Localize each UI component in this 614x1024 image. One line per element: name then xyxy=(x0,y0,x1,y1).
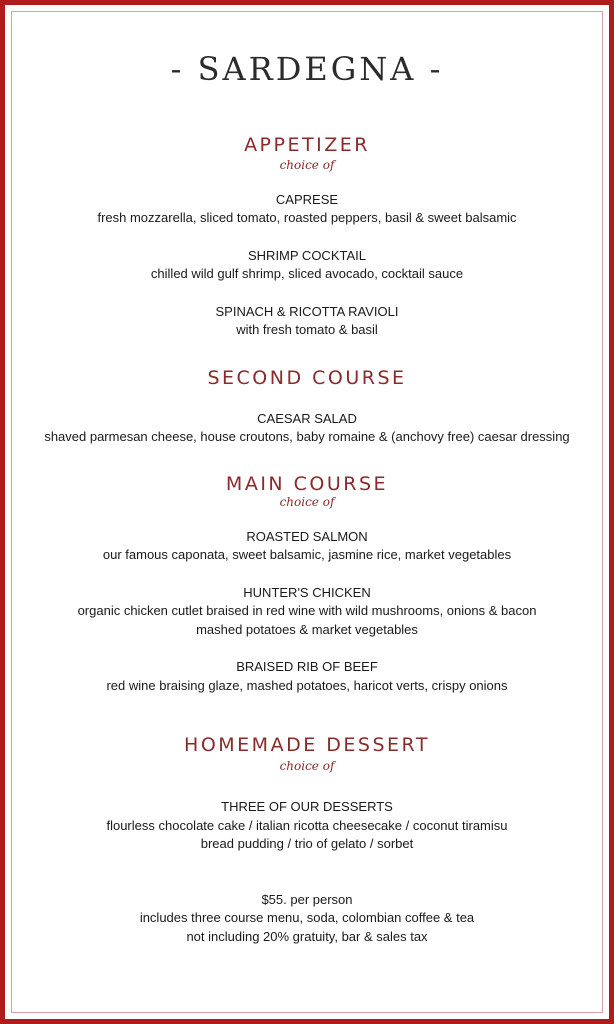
item-name-hunters-chicken: HUNTER'S CHICKEN xyxy=(243,585,371,600)
item-desc-three-desserts-line2: bread pudding / trio of gelato / sorbet xyxy=(200,836,414,851)
item-desc-shrimp-cocktail: chilled wild gulf shrimp, sliced avocado, cocktail sauce xyxy=(150,266,464,281)
section-subtitle-dessert: choice of xyxy=(279,759,335,773)
item-desc-hunters-chicken-line2: mashed potatoes & market vegetables xyxy=(196,622,418,637)
item-desc-hunters-chicken: organic chicken cutlet braised in red wine with wild mushrooms, onions & bacon xyxy=(77,603,537,618)
price-per-person: $55. per person xyxy=(261,892,353,907)
item-desc-ravioli: with fresh tomato & basil xyxy=(236,322,378,337)
item-name-ravioli: SPINACH & RICOTTA RAVIOLI xyxy=(215,304,399,319)
section-title-appetizer: APPETIZER xyxy=(244,134,370,156)
item-desc-braised-rib: red wine braising glaze, mashed potatoes, haricot verts, crispy onions xyxy=(106,678,508,693)
item-name-braised-rib: BRAISED RIB OF BEEF xyxy=(236,659,378,674)
section-title-dessert: HOMEMADE DESSERT xyxy=(184,734,430,756)
item-desc-roasted-salmon: our famous caponata, sweet balsamic, jasmine rice, market vegetables xyxy=(102,547,512,562)
price-excludes: not including 20% gratuity, bar & sales tax xyxy=(186,929,428,944)
item-name-caprese: CAPRESE xyxy=(275,192,339,207)
section-title-main-course: MAIN COURSE xyxy=(225,473,389,495)
price-includes: includes three course menu, soda, colombian coffee & tea xyxy=(139,910,475,925)
item-name-shrimp-cocktail: SHRIMP COCKTAIL xyxy=(248,248,366,263)
section-subtitle-appetizer: choice of xyxy=(279,158,335,172)
section-subtitle-main-course: choice of xyxy=(279,495,335,509)
restaurant-title: - SARDEGNA - xyxy=(170,50,444,88)
section-title-second-course: SECOND COURSE xyxy=(207,367,407,389)
item-name-roasted-salmon: ROASTED SALMON xyxy=(246,529,368,544)
item-name-three-desserts: THREE OF OUR DESSERTS xyxy=(221,799,393,814)
item-desc-caprese: fresh mozzarella, sliced tomato, roasted peppers, basil & sweet balsamic xyxy=(97,210,517,225)
item-name-caesar-salad: CAESAR SALAD xyxy=(257,411,357,426)
item-desc-three-desserts: flourless chocolate cake / italian ricotta cheesecake / coconut tiramisu xyxy=(106,818,508,833)
item-desc-caesar-salad: shaved parmesan cheese, house croutons, baby romaine & (anchovy free) caesar dressing xyxy=(44,429,570,444)
